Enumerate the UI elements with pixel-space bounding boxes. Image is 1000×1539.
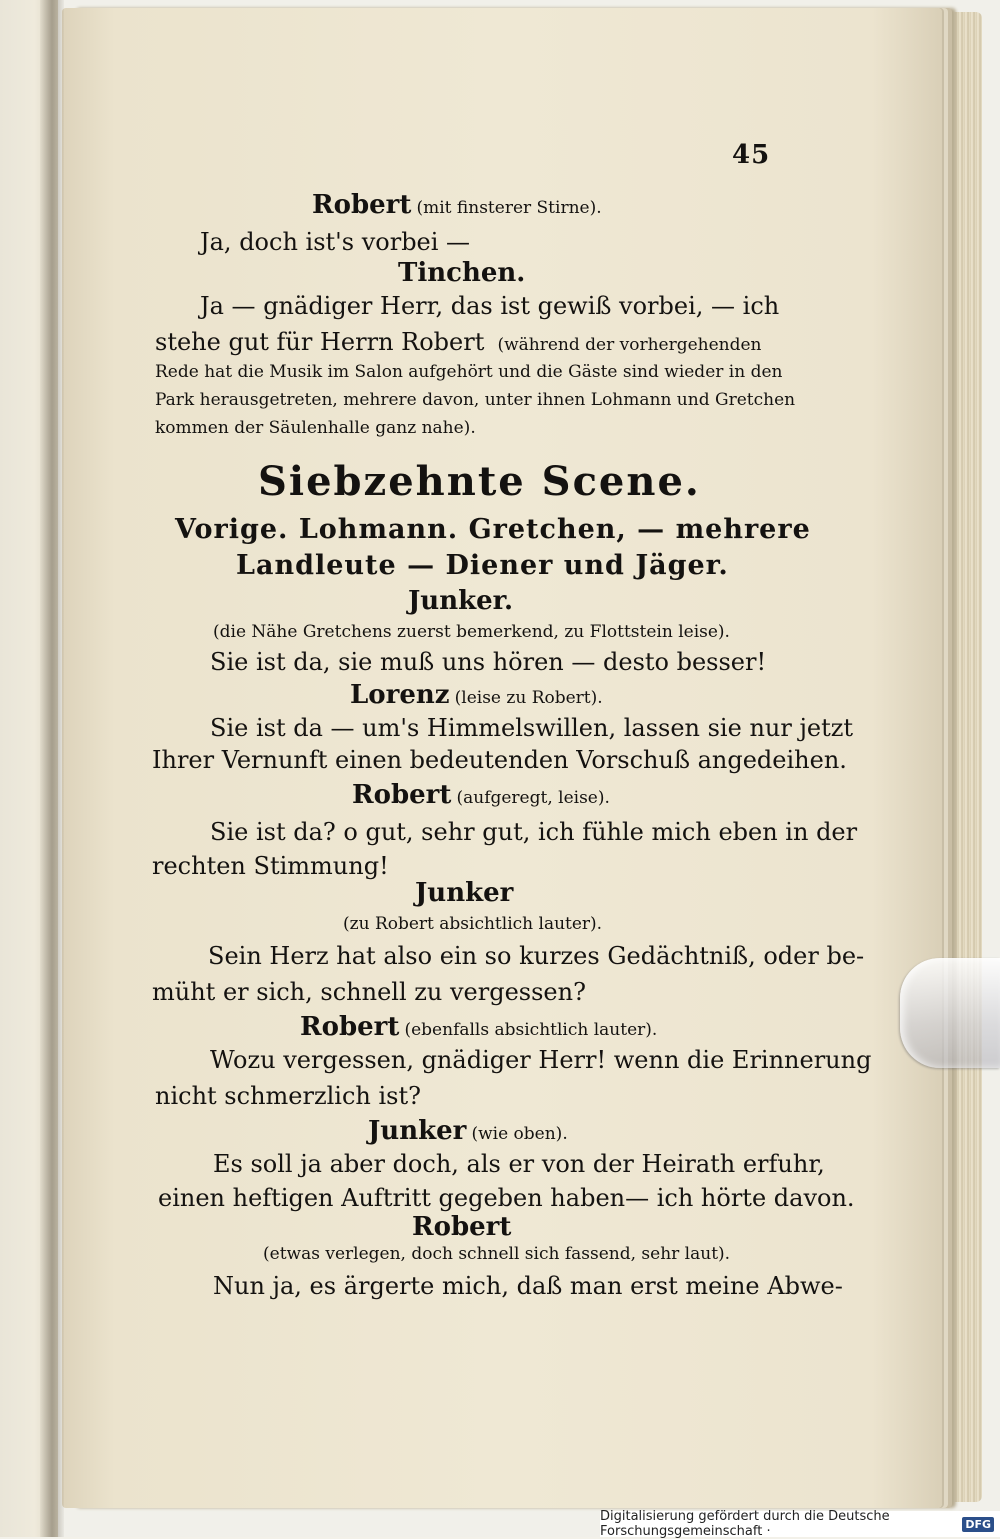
speaker-name: Lorenz — [350, 680, 450, 710]
line-14: Sie ist da, sie muß uns hören — desto besser! — [210, 648, 767, 676]
line-16: Sie ist da — um's Himmelswillen, lassen sie nur jetzt — [210, 714, 854, 742]
speaker-name: Tinchen. — [398, 258, 526, 288]
line-33: Nun ja, es ärgerte mich, daß man erst meine Abwe- — [213, 1272, 843, 1300]
line-28 — [368, 1116, 568, 1146]
line-30: einen heftigen Auftritt gegeben haben— ich hörte davon. — [158, 1184, 855, 1212]
line-26: Wozu vergessen, gnädiger Herr! wenn die Erinnerung — [210, 1046, 872, 1074]
speaker-name: Robert — [312, 190, 412, 220]
line-29: Es soll ja aber doch, als er von der Heirath erfuhr, — [213, 1150, 825, 1178]
stage-direction: (wie oben). — [471, 1124, 568, 1144]
line-8: kommen der Säulenhalle ganz nahe). — [155, 418, 476, 438]
stage-direction: (mit finsterer Stirne). — [416, 198, 602, 218]
line-15 — [350, 680, 603, 710]
speaker-name: Robert — [300, 1012, 400, 1042]
speaker-name: Robert — [412, 1212, 512, 1242]
stage-direction: (die Nähe Gretchens zuerst bemerkend, zu Flottstein leise). — [213, 622, 730, 642]
speaker-name: Robert — [352, 780, 452, 810]
stage-direction: (aufgeregt, leise). — [456, 788, 610, 808]
scene-heading: Siebzehnte Scene. — [258, 458, 701, 505]
cast-line-2: Landleute — Diener und Jäger. — [236, 550, 729, 581]
line-25 — [300, 1012, 657, 1042]
speaker-name: Junker — [415, 878, 514, 908]
line-27: nicht schmerzlich ist? — [155, 1082, 421, 1110]
line-5 — [155, 328, 772, 356]
line-23: Sein Herz hat also ein so kurzes Gedächtniß, oder be- — [208, 942, 865, 970]
speaker-name: Junker. — [408, 586, 514, 616]
line-18 — [352, 780, 610, 810]
stage-direction: (zu Robert absichtlich lauter). — [343, 914, 603, 934]
line-20: rechten Stimmung! — [152, 852, 389, 880]
footer-text: Digitalisierung gefördert durch die Deutsche Forschungsgemeinschaft · — [600, 1509, 890, 1539]
line-1 — [312, 190, 602, 220]
line-2: Ja, doch ist's vorbei — — [200, 228, 471, 256]
line-7: Park herausgetreten, mehrere davon, unter ihnen Lohmann und Gretchen — [155, 390, 796, 410]
stage-direction: (während der vorhergehenden — [497, 335, 762, 355]
line-19: Sie ist da? o gut, sehr gut, ich fühle mich eben in der — [210, 818, 858, 846]
dialogue-text: stehe gut für Herrn Robert — [155, 328, 485, 356]
speaker-name: Junker — [368, 1116, 467, 1146]
stage-direction: (etwas verlegen, doch schnell sich fassend, sehr laut). — [263, 1244, 731, 1264]
page-number: 45 — [732, 140, 771, 170]
line-4: Ja — gnädiger Herr, das ist gewiß vorbei, — ich — [200, 292, 780, 320]
cast-line-1: Vorige. Lohmann. Gretchen, — mehrere — [175, 514, 811, 545]
stage-direction: (ebenfalls absichtlich lauter). — [404, 1020, 658, 1040]
line-6: Rede hat die Musik im Salon aufgehört und die Gäste sind wieder in den — [155, 362, 783, 382]
stage-direction: (leise zu Robert). — [454, 688, 603, 708]
dfg-logo: DFG — [962, 1517, 994, 1532]
digitization-footer — [600, 1511, 1000, 1537]
line-24: müht er sich, schnell zu vergessen? — [152, 978, 586, 1006]
line-17: Ihrer Vernunft einen bedeutenden Vorschuß angedeihen. — [152, 746, 847, 774]
